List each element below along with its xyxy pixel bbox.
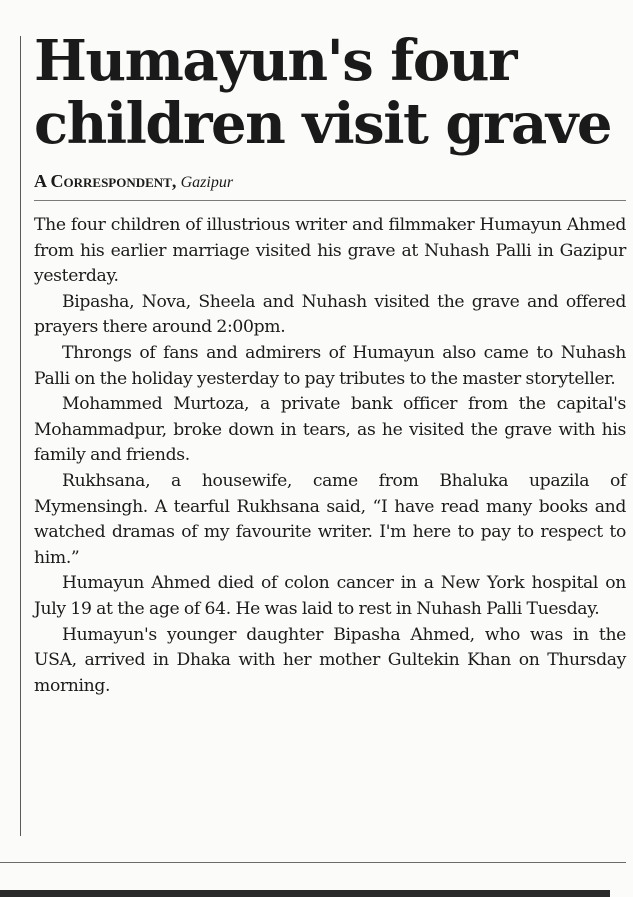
column-rule — [20, 36, 21, 836]
paragraph-5: Rukhsana, a housewife, came from Bhaluka upazila of Mymensingh. A tearful Rukhsana said, “I have read many books and watched dramas of my favourite writer. I'm here to pay to respect to him.” — [34, 470, 626, 568]
paragraph-1: The four children of illustrious writer and filmmaker Humayun Ahmed from his earlier marriage visited his grave at Nuhash Palli in Gazipur yesterday. — [34, 215, 626, 287]
bottom-border-bar — [0, 890, 610, 897]
article-body — [34, 213, 626, 699]
paragraph-7: Humayun's younger daughter Bipasha Ahmed, who was in the USA, arrived in Dhaka with her mother Gultekin Khan on Thursday morning. — [34, 624, 626, 696]
headline-line-2: children visit grave — [34, 91, 611, 157]
byline — [34, 170, 626, 194]
byline-location: Gazipur — [180, 174, 234, 191]
article-headline — [34, 30, 626, 156]
news-article — [34, 30, 626, 699]
paragraph-2: Bipasha, Nova, Sheela and Nuhash visited the grave and offered prayers there around 2:00pm. — [34, 291, 626, 338]
headline-line-1: Humayun's four — [34, 28, 516, 94]
paragraph-4: Mohammed Murtoza, a private bank officer from the capital's Mohammadpur, broke down in tears, as he visited the grave with his family and friends. — [34, 394, 626, 466]
paragraph-3: Throngs of fans and admirers of Humayun also came to Nuhash Palli on the holiday yesterday to pay tributes to the master storyteller. — [34, 342, 626, 389]
paragraph-6: Humayun Ahmed died of colon cancer in a New York hospital on July 19 at the age of 64. He was laid to rest in Nuhash Palli Tuesday. — [34, 573, 626, 619]
byline-author: A Correspondent, — [34, 171, 177, 191]
byline-divider — [34, 200, 626, 201]
bottom-divider — [0, 862, 626, 863]
